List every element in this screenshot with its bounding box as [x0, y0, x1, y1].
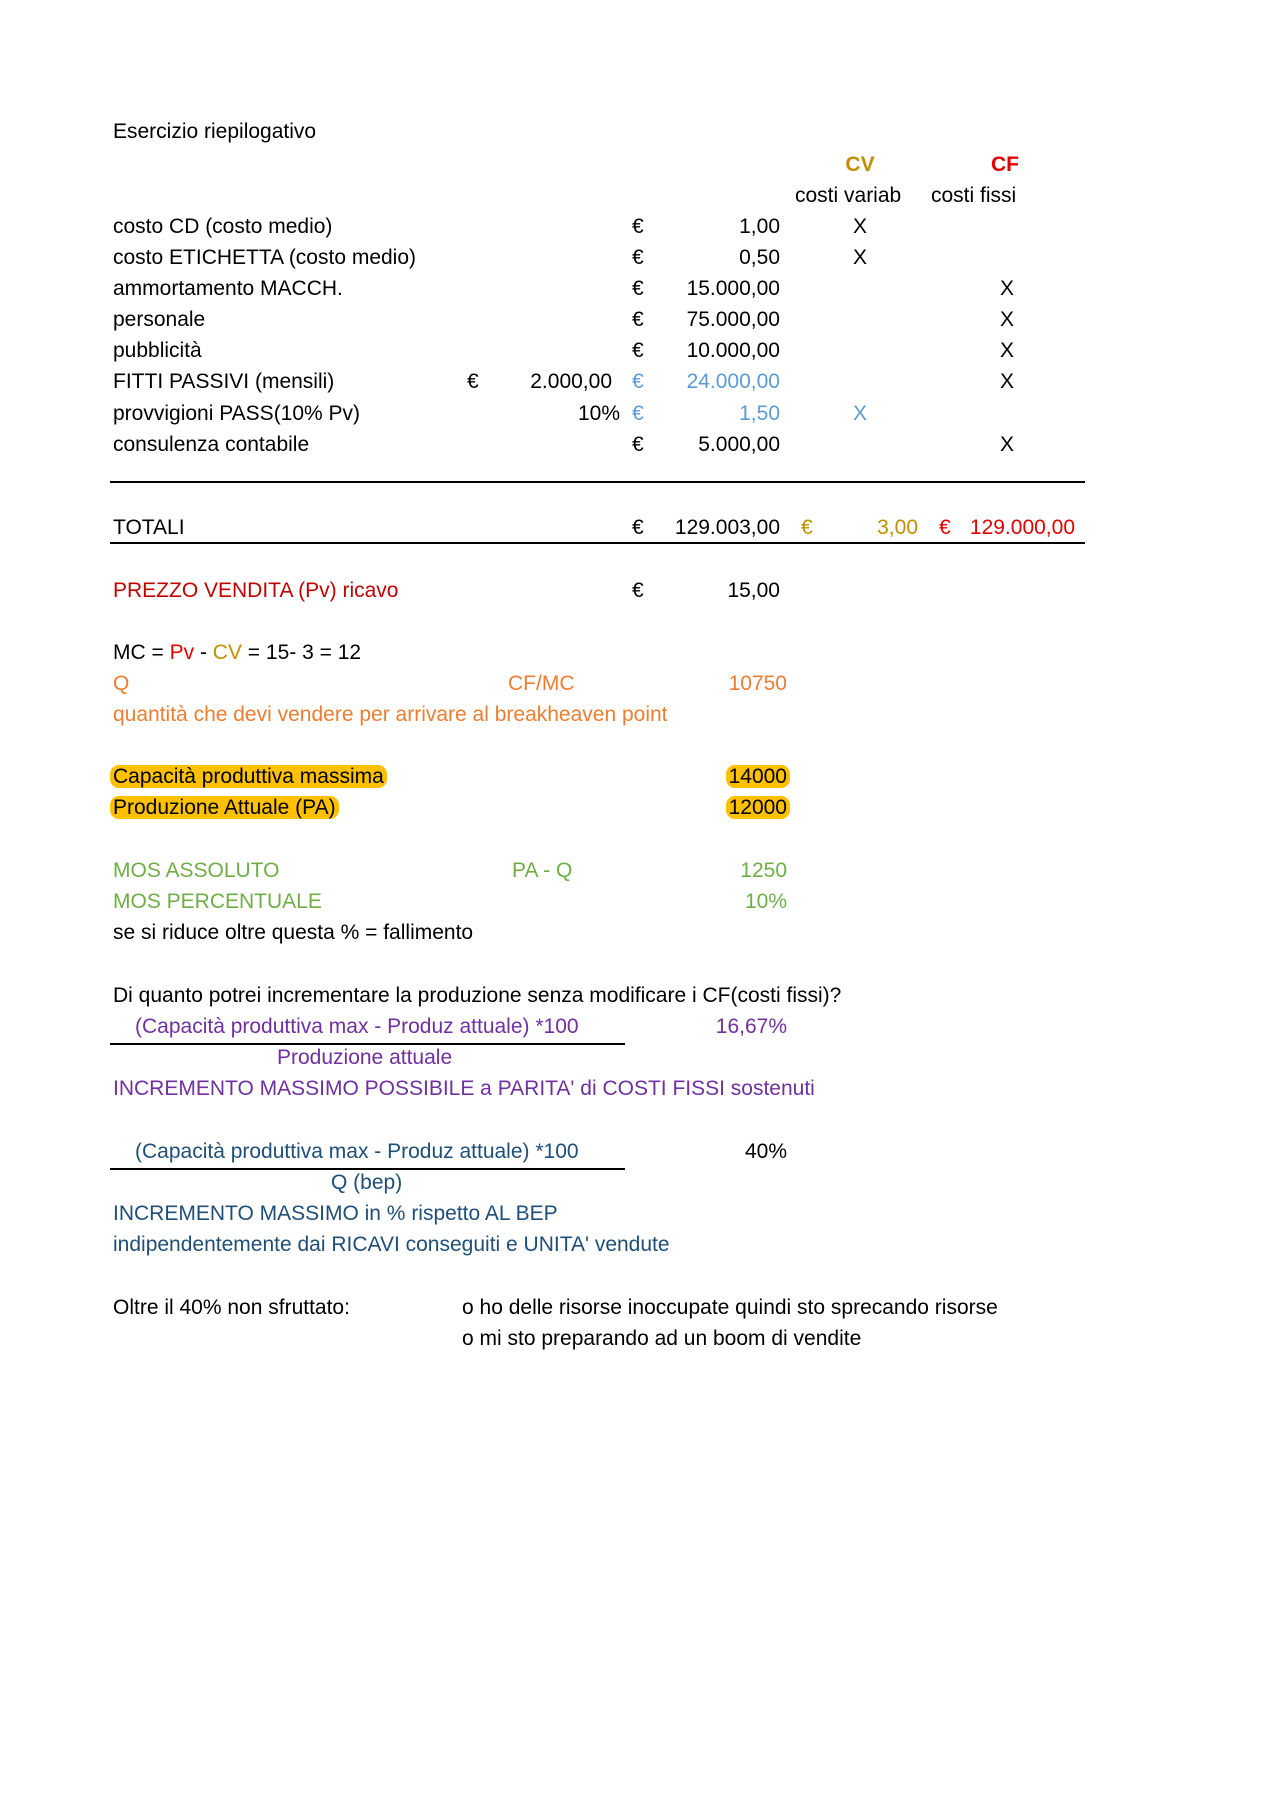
- monthly-rent-value: 2.000,00: [530, 370, 612, 393]
- price-label: PREZZO VENDITA (Pv) ricavo: [113, 579, 399, 602]
- price-value: 15,00: [727, 579, 780, 602]
- fraction2-numerator: (Capacità produttiva max - Produz attuale) *100: [135, 1140, 579, 1163]
- row-value: 5.000,00: [698, 433, 780, 456]
- question-text: Di quanto potrei incrementare la produzione senza modificare i CF(costi fissi)?: [113, 984, 842, 1007]
- conclusion-label: Oltre il 40% non sfruttato:: [113, 1296, 350, 1319]
- conclusion-line-1: o ho delle risorse inoccupate quindi sto sprecando risorse: [462, 1296, 998, 1319]
- row-value: 0,50: [739, 246, 780, 269]
- page-title: Esercizio riepilogativo: [113, 120, 317, 143]
- euro-sign: €: [632, 215, 644, 238]
- row-value: 1,00: [739, 215, 780, 238]
- mos-percent-value: 10%: [744, 890, 787, 913]
- cf-mark: X: [999, 339, 1014, 362]
- cf-total: 129.000,00: [969, 516, 1075, 539]
- row-value: 24.000,00: [686, 370, 780, 393]
- cv-mark: X: [852, 246, 867, 269]
- row-label: costo ETICHETTA (costo medio): [113, 246, 417, 269]
- q-description: quantità che devi vendere per arrivare al breakheaven point: [113, 703, 668, 726]
- cv-mark: X: [852, 402, 867, 425]
- euro-sign: €: [632, 579, 644, 602]
- commission-percent: 10%: [577, 402, 620, 425]
- cv-total: 3,00: [877, 516, 918, 539]
- row-label: FITTI PASSIVI (mensili): [113, 370, 335, 393]
- cv-mark: X: [852, 215, 867, 238]
- totals-underline: [110, 542, 1085, 544]
- cf-mark: X: [999, 370, 1014, 393]
- mos-absolute-formula: PA - Q: [512, 859, 573, 882]
- fraction1-value: 16,67%: [715, 1015, 787, 1038]
- cv-header: CV: [845, 153, 875, 176]
- euro-sign: €: [632, 516, 644, 539]
- euro-sign: €: [632, 339, 644, 362]
- mos-absolute-label: MOS ASSOLUTO: [113, 859, 280, 882]
- euro-sign: €: [467, 370, 479, 393]
- capacity-value: 14000: [660, 764, 790, 790]
- euro-sign: €: [801, 516, 813, 539]
- mos-absolute-value: 1250: [740, 859, 787, 882]
- fraction2-value: 40%: [744, 1140, 787, 1163]
- q-value: 10750: [728, 672, 787, 695]
- row-label: consulenza contabile: [113, 433, 310, 456]
- production-label: Produzione Attuale (PA): [110, 795, 339, 821]
- row-label: personale: [113, 308, 206, 331]
- euro-sign: €: [632, 277, 644, 300]
- cf-mark: X: [999, 433, 1014, 456]
- row-value: 10.000,00: [686, 339, 780, 362]
- euro-sign: €: [632, 308, 644, 331]
- row-label: pubblicità: [113, 339, 202, 362]
- q-formula: CF/MC: [508, 672, 575, 695]
- fraction2-denominator: Q (bep): [331, 1171, 403, 1194]
- total-value: 129.003,00: [674, 516, 780, 539]
- cf-header: CF: [991, 153, 1019, 176]
- fraction1-numerator: (Capacità produttiva max - Produz attuale) *100: [135, 1015, 579, 1038]
- row-value: 1,50: [739, 402, 780, 425]
- capacity-label: Capacità produttiva massima: [110, 764, 387, 790]
- fraction1-description: INCREMENTO MASSIMO POSSIBILE a PARITA' di COSTI FISSI sostenuti: [113, 1077, 815, 1100]
- euro-sign: €: [632, 370, 644, 393]
- production-value: 12000: [660, 795, 790, 821]
- row-label: costo CD (costo medio): [113, 215, 333, 238]
- euro-sign: €: [632, 246, 644, 269]
- row-label: ammortamento MACCH.: [113, 277, 343, 300]
- mc-formula: MC = Pv - CV = 15- 3 = 12: [113, 641, 362, 664]
- fraction2-description-2: indipendentemente dai RICAVI conseguiti e UNITA' vendute: [113, 1233, 670, 1256]
- cf-mark: X: [999, 308, 1014, 331]
- fraction2-description-1: INCREMENTO MASSIMO in % rispetto AL BEP: [113, 1202, 558, 1225]
- row-value: 75.000,00: [686, 308, 780, 331]
- euro-sign: €: [939, 516, 951, 539]
- conclusion-line-2: o mi sto preparando ad un boom di vendite: [462, 1327, 862, 1350]
- cf-desc-header: costi fissi: [931, 184, 1017, 207]
- euro-sign: €: [632, 433, 644, 456]
- mos-note: se si riduce oltre questa % = fallimento: [113, 921, 474, 944]
- table-divider: [110, 481, 1085, 483]
- q-label: Q: [113, 672, 130, 695]
- fraction1-denominator: Produzione attuale: [277, 1046, 453, 1069]
- row-value: 15.000,00: [686, 277, 780, 300]
- euro-sign: €: [632, 402, 644, 425]
- cv-desc-header: costi variab: [795, 184, 902, 207]
- totals-label: TOTALI: [113, 516, 185, 539]
- mos-percent-label: MOS PERCENTUALE: [113, 890, 322, 913]
- row-label: provvigioni PASS(10% Pv): [113, 402, 361, 425]
- cf-mark: X: [999, 277, 1014, 300]
